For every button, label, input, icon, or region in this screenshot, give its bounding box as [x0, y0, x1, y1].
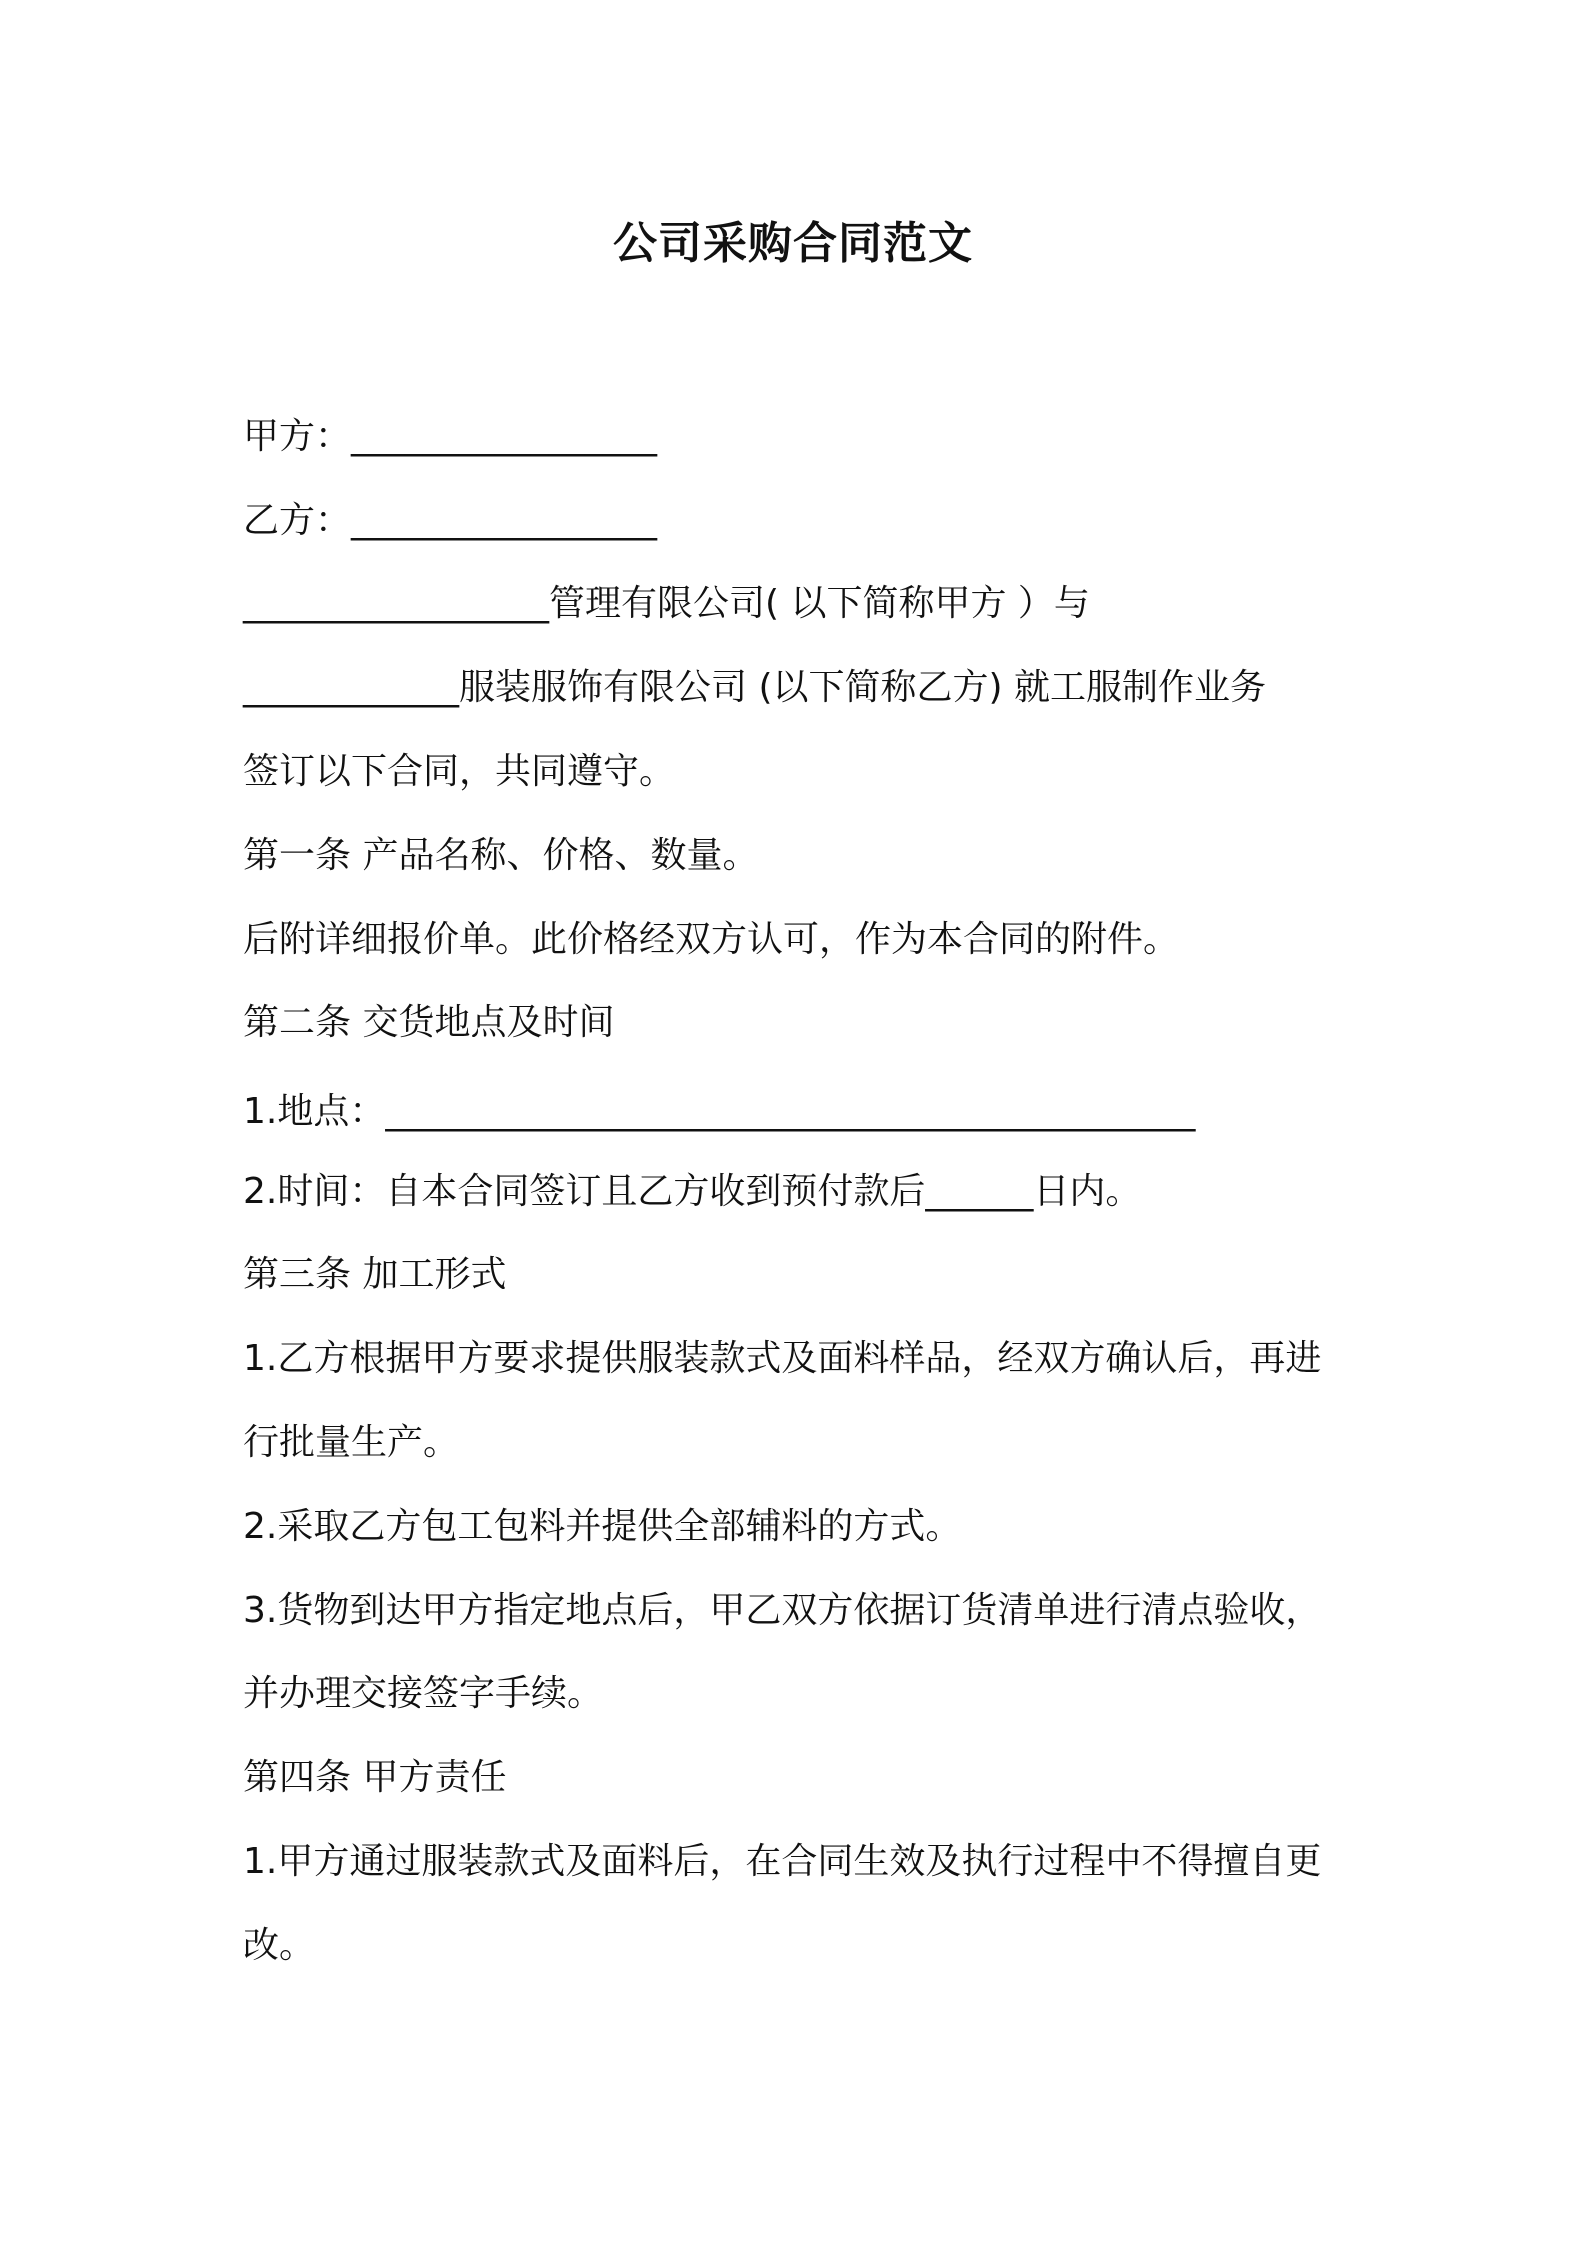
paragraph-line: ____________服装服饰有限公司 (以下简称乙方) 就工服制作业务	[243, 667, 1266, 708]
paragraph-line: 行批量生产。	[243, 1422, 460, 1463]
paragraph-line: 3.货物到达甲方指定地点后，甲乙双方依据订货清单进行清点验收，	[243, 1590, 1322, 1631]
paragraph-line: 并办理交接签字手续。	[243, 1673, 604, 1714]
paragraph-line: 后附详细报价单。此价格经双方认可，作为本合同的附件。	[243, 919, 1180, 960]
paragraph-line: 1.地点：_____________________________________________	[243, 1091, 1196, 1132]
document-title: 公司采购合同范文	[613, 218, 973, 269]
paragraph-line: 1.乙方根据甲方要求提供服装款式及面料样品，经双方确认后，再进	[243, 1338, 1322, 1379]
article-heading: 第四条 甲方责任	[243, 1757, 507, 1798]
paragraph-line: 签订以下合同，共同遵守。	[243, 751, 676, 792]
party-b-line: 乙方：_________________	[243, 500, 658, 541]
paragraph-line: 2.时间：自本合同签订且乙方收到预付款后______日内。	[243, 1171, 1142, 1212]
article-heading: 第三条 加工形式	[243, 1254, 507, 1295]
party-a-line: 甲方：_________________	[243, 416, 658, 457]
article-heading: 第二条 交货地点及时间	[243, 1002, 615, 1043]
paragraph-line: _________________管理有限公司( 以下简称甲方 ）与	[243, 583, 1090, 624]
article-heading: 第一条 产品名称、价格、数量。	[243, 835, 759, 876]
paragraph-line: 1.甲方通过服装款式及面料后，在合同生效及执行过程中不得擅自更	[243, 1841, 1322, 1882]
paragraph-line: 改。	[243, 1925, 316, 1966]
paragraph-line: 2.采取乙方包工包料并提供全部辅料的方式。	[243, 1506, 962, 1547]
